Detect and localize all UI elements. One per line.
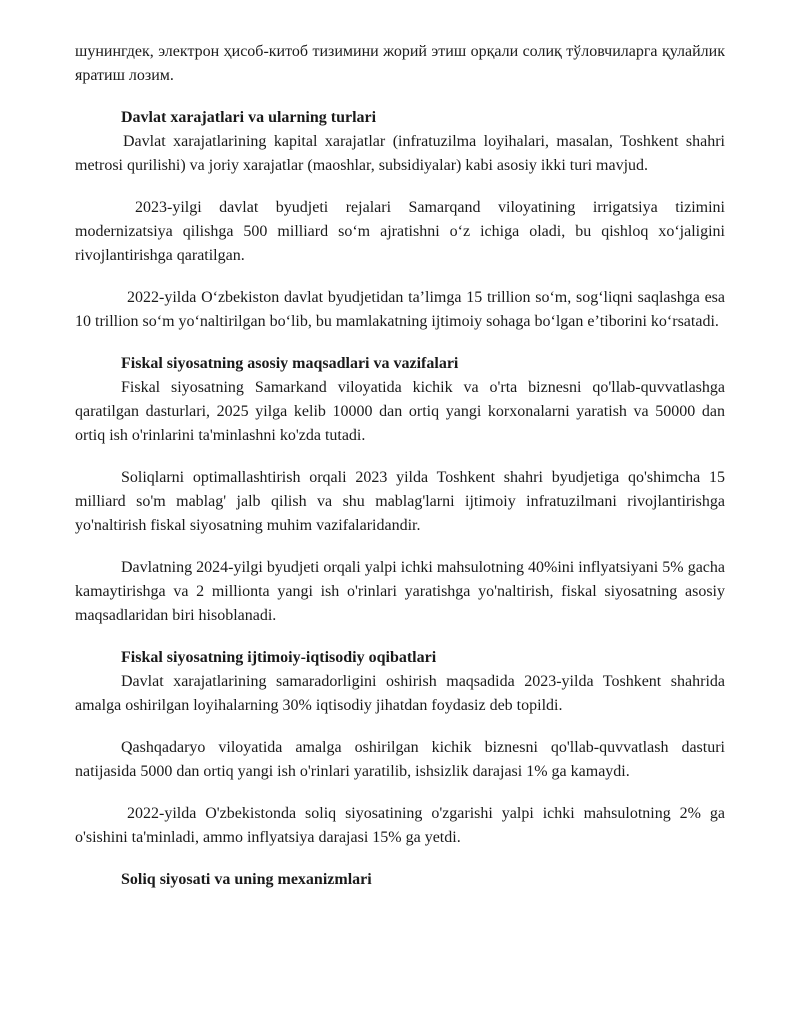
section-heading-government-expenditures: Davlat xarajatlari va ularning turlari bbox=[121, 109, 377, 126]
section-heading-tax-policy-mechanisms: Soliq siyosati va uning mexanizmlari bbox=[121, 871, 372, 888]
paragraph: Fiskal siyosatning Samarkand viloyatida kichik va o'rta biznesni qo'llab-quvvatlashga qaratilgan dasturlari, 2025 yilga kelib 10000 dan ortiq yangi korxonalarni yaratish va 50000 dan ortiq ish o'rinlarini ta'minlashni ko'zda tutadi. bbox=[75, 379, 725, 444]
section-heading-fiscal-policy-goals: Fiskal siyosatning asosiy maqsadlari va vazifalari bbox=[121, 355, 459, 372]
paragraph: 2022-yilda Oʻzbekiston davlat byudjetidan taʼlimga 15 trillion soʻm, sogʻliqni saqlashga esa 10 trillion soʻm yoʻnaltirilgan boʻlib, bu mamlakatning ijtimoiy sohaga boʻlgan eʼtiborini koʻrsatadi. bbox=[75, 289, 725, 330]
paragraph: Davlat xarajatlarining samaradorligini oshirish maqsadida 2023-yilda Toshkent shahrida amalga oshirilgan loyihalarning 30% iqtisodiy jihatdan foydasiz deb topildi. bbox=[75, 673, 725, 714]
paragraph: 2023-yilgi davlat byudjeti rejalari Samarqand viloyatining irrigatsiya tizimini modernizatsiya qilishga 500 milliard soʻm ajratishni oʻz ichiga oladi, bu qishloq xoʻjaligini rivojlantirishga qaratilgan. bbox=[75, 199, 725, 264]
intro-tail-paragraph: шунингдек, электрон ҳисоб-китоб тизимини жорий этиш орқали солиқ тўловчиларга қулайлик яратиш лозим. bbox=[75, 43, 725, 84]
paragraph: 2022-yilda O'zbekistonda soliq siyosatining o'zgarishi yalpi ichki mahsulotning 2% ga o'sishini ta'minladi, ammo inflyatsiya darajasi 15% ga yetdi. bbox=[75, 805, 725, 846]
paragraph: Davlatning 2024-yilgi byudjeti orqali yalpi ichki mahsulotning 40%ini inflyatsiyani 5% gacha kamaytirishga va 2 millionta yangi ish o'rinlari yaratishga yo'naltirish, fiskal siyosatning asosiy maqsadlaridan biri hisoblanadi. bbox=[75, 559, 725, 624]
paragraph: Davlat xarajatlarining kapital xarajatlar (infratuzilma loyihalari, masalan, Toshkent shahri metrosi qurilishi) va joriy xarajatlar (maoshlar, subsidiyalar) kabi asosiy ikki turi mavjud. bbox=[75, 133, 725, 174]
paragraph: Qashqadaryo viloyatida amalga oshirilgan kichik biznesni qo'llab-quvvatlash dasturi natijasida 5000 dan ortiq yangi ish o'rinlari yaratilib, ishsizlik darajasi 1% ga kamaydi. bbox=[75, 739, 725, 780]
section-heading-fiscal-policy-consequences: Fiskal siyosatning ijtimoiy-iqtisodiy oqibatlari bbox=[121, 649, 437, 666]
document-page bbox=[75, 40, 725, 892]
paragraph: Soliqlarni optimallashtirish orqali 2023 yilda Toshkent shahri byudjetiga qo'shimcha 15 milliard so'm mablag' jalb qilish va shu mablag'larni ijtimoiy infratuzilmani rivojlantirishga yo'naltirish fiskal siyosatning muhim vazifalaridandir. bbox=[75, 469, 725, 534]
